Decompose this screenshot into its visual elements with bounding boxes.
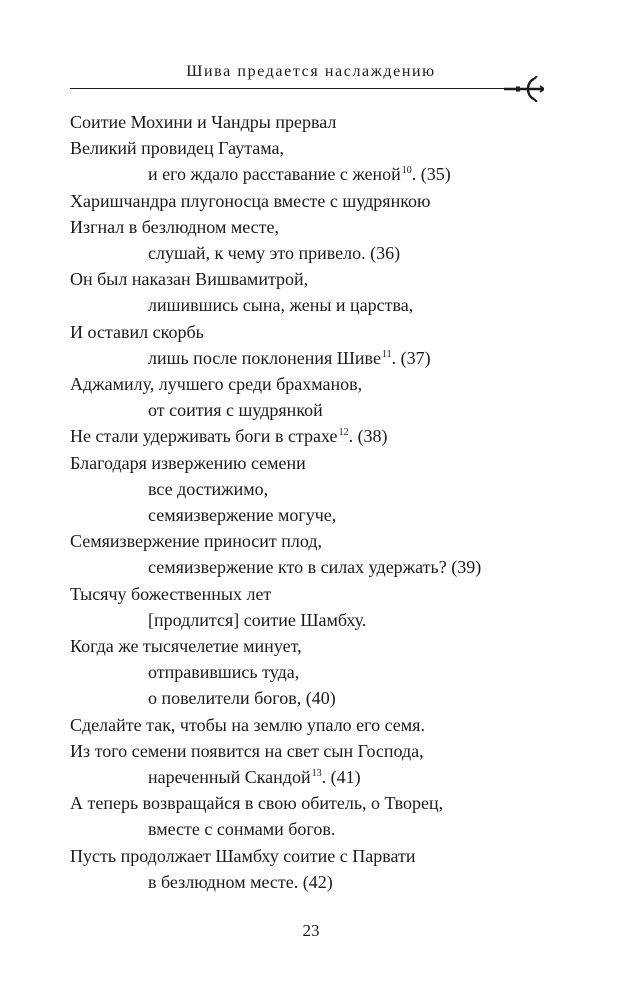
verse-text-segment: А теперь возвращайся в свою обитель, о Творец,	[70, 793, 444, 814]
verse-text-segment: Когда же тысячелетие минует,	[70, 636, 302, 656]
footnote-marker: 11	[381, 348, 392, 360]
trident-icon	[504, 76, 544, 102]
verse-text-segment: И оставил скорбь	[70, 321, 204, 342]
footnote-marker: 13	[311, 768, 322, 779]
verse-line	[70, 450, 306, 476]
verse-text-segment: слушай, к чему это привело. (36)	[148, 243, 401, 263]
verse-text-segment: Соитие Мохини и Чандры прервал	[70, 112, 337, 132]
verse-text-segment: о повелители богов, (40)	[148, 688, 336, 709]
verse-line	[70, 738, 424, 764]
verse-text-segment: Семяизвержение приносит плод,	[70, 531, 323, 552]
verse-line	[70, 423, 388, 449]
verse-text-segment: Он был наказан Вишвамитрой,	[70, 269, 309, 290]
verse-line	[148, 764, 361, 790]
verse-line	[70, 790, 443, 816]
footnote-marker: 10	[401, 165, 412, 177]
verse-line	[70, 266, 308, 292]
verse-line	[148, 869, 333, 895]
verse-text-segment: и его ждало расставание с женой	[148, 164, 401, 185]
verse-number: . (35)	[411, 164, 451, 185]
running-head: Шива предается наслаждению	[186, 63, 436, 80]
verse-text-segment: Сделайте так, чтобы на землю упало его семя.	[70, 714, 425, 735]
verse-text-segment: Не стали удерживать боги в страхе	[70, 426, 338, 447]
verse-line	[148, 554, 481, 580]
verse-number: . (41)	[321, 767, 361, 787]
verse-line	[70, 188, 430, 214]
verse-line	[148, 476, 268, 502]
verse-text-segment: Великий провидец Гаутама,	[70, 138, 285, 159]
verse-text-segment: Харишчандра плугоносца вместе с шудрянкою	[70, 190, 431, 211]
verse-line	[70, 581, 271, 607]
verse-line	[148, 502, 336, 528]
verse-line	[70, 135, 284, 161]
verse-text-segment: Изгнал в безлюдном месте,	[70, 216, 280, 237]
verse-text-segment: отправившись туда,	[148, 662, 300, 683]
verse-text-segment: [продлится] соитие Шамбху.	[148, 609, 367, 630]
verse-text-segment: Благодаря извержению семени	[70, 452, 306, 473]
page-number: 23	[302, 921, 320, 940]
verse-line	[70, 371, 362, 397]
verse-line	[70, 712, 425, 738]
footnote-marker: 12	[338, 427, 349, 439]
verse-text-segment: Пусть продолжает Шамбху соитие с Парвати	[70, 845, 416, 866]
verse-number: . (37)	[391, 347, 431, 368]
verse-text-segment: Аджамилу, лучшего среди брахманов,	[70, 374, 363, 394]
verse-line	[148, 607, 366, 633]
verse-line	[148, 161, 451, 187]
verse-line	[148, 816, 335, 842]
verse-text-segment: семяизвержение могуче,	[148, 505, 337, 525]
verse-text-segment: от соития с шудрянкой	[148, 400, 323, 421]
verse-number: . (38)	[348, 426, 388, 447]
verse-line	[148, 685, 336, 711]
verse-line	[70, 843, 416, 869]
verse-text-segment: Из того семени появится на свет сын Господа,	[70, 740, 424, 761]
verse-text-segment: все достижимо,	[148, 478, 269, 499]
verse-line	[148, 397, 323, 423]
verse-line	[148, 292, 413, 318]
verse-text-segment: нареченный Скандой	[148, 767, 311, 787]
verse-text-segment: лишь после поклонения Шиве	[148, 347, 381, 368]
verse-text-segment: вместе с сонмами богов.	[148, 819, 336, 840]
verse-line	[148, 659, 299, 685]
header-rule	[70, 88, 510, 89]
verse-text-segment: Тысячу божественных лет	[70, 583, 272, 604]
verse-line	[148, 240, 400, 266]
verse-line	[70, 214, 279, 240]
verse-line	[70, 109, 336, 135]
verse-text-segment: лишившись сына, жены и царства,	[148, 295, 414, 316]
verse-text-segment: семяизвержение кто в силах удержать? (39)	[148, 557, 482, 578]
verse-text-segment: в безлюдном месте. (42)	[148, 871, 333, 892]
verse-line	[70, 528, 322, 554]
verse-line	[70, 319, 204, 345]
verse-line	[148, 345, 431, 371]
verse-line	[70, 633, 302, 659]
